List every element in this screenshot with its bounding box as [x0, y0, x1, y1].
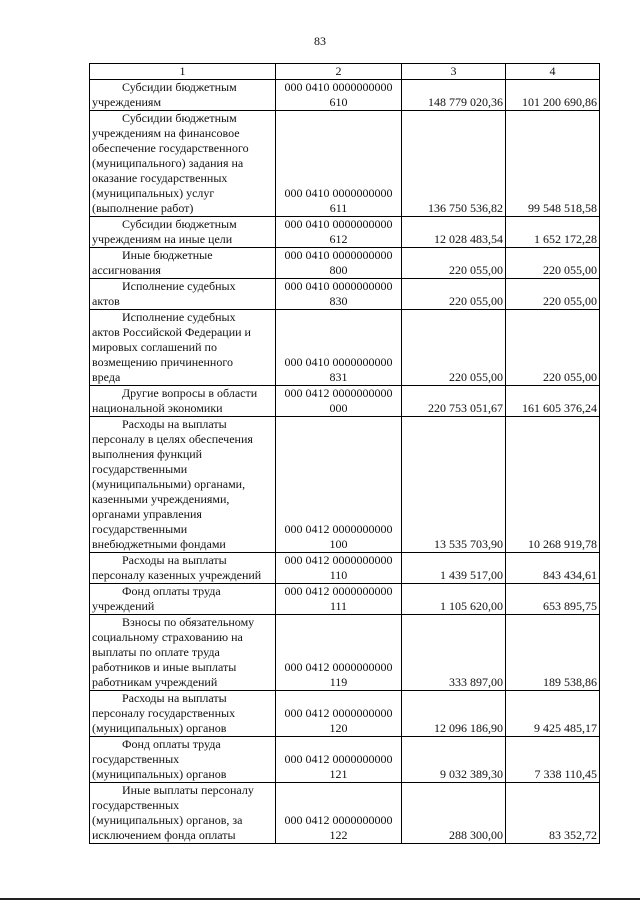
budget-code-cell: 000 0410 0000000000 831: [276, 310, 402, 386]
page-number: 83: [314, 34, 326, 48]
expense-name-cell: Исполнение судебных актов: [90, 279, 276, 310]
budget-code-cell: 000 0412 0000000000 100: [276, 417, 402, 553]
budget-code-cell: 000 0412 0000000000 121: [276, 737, 402, 783]
table-row: [90, 386, 600, 417]
budget-table: [89, 63, 600, 844]
column-header-2: 2: [276, 64, 402, 80]
column-header-4: 4: [506, 64, 600, 80]
amount-planned-cell: 13 535 703,90: [402, 417, 506, 553]
budget-code-cell: 000 0412 0000000000 122: [276, 783, 402, 844]
table-row: [90, 584, 600, 615]
table-row: [90, 248, 600, 279]
amount-planned-cell: 148 779 020,36: [402, 80, 506, 111]
amount-planned-cell: 9 032 389,30: [402, 737, 506, 783]
amount-planned-cell: 12 096 186,90: [402, 691, 506, 737]
expense-name-cell: Взносы по обязательному социальному страхованию на выплаты по оплате труда работников и иные выплаты работникам учреждений: [90, 615, 276, 691]
table-row: [90, 615, 600, 691]
table-row: [90, 80, 600, 111]
column-header-1: 1: [90, 64, 276, 80]
expense-name-cell: Субсидии бюджетным учреждениям на иные цели: [90, 217, 276, 248]
amount-planned-cell: 1 439 517,00: [402, 553, 506, 584]
amount-executed-cell: 10 268 919,78: [506, 417, 600, 553]
header-row: [90, 64, 600, 80]
expense-name-cell: Иные выплаты персоналу государственных (муниципальных) органов, за исключением фонда оплаты: [90, 783, 276, 844]
table-row: [90, 417, 600, 553]
amount-executed-cell: 83 352,72: [506, 783, 600, 844]
amount-executed-cell: 9 425 485,17: [506, 691, 600, 737]
amount-executed-cell: 220 055,00: [506, 248, 600, 279]
amount-planned-cell: 220 055,00: [402, 248, 506, 279]
table-row: [90, 217, 600, 248]
amount-executed-cell: 843 434,61: [506, 553, 600, 584]
scan-edge-line: [0, 898, 640, 900]
expense-name-cell: Субсидии бюджетным учреждениям: [90, 80, 276, 111]
budget-code-cell: 000 0410 0000000000 612: [276, 217, 402, 248]
expense-name-cell: Расходы на выплаты персоналу в целях обеспечения выполнения функций государственными (муниципальными) органами, казенными учреждениями, органами управления государственными внебюджетными фондами: [90, 417, 276, 553]
table-row: [90, 737, 600, 783]
table-row: [90, 691, 600, 737]
amount-executed-cell: 653 895,75: [506, 584, 600, 615]
column-header-3: 3: [402, 64, 506, 80]
budget-code-cell: 000 0412 0000000000 110: [276, 553, 402, 584]
table-row: [90, 310, 600, 386]
expense-name-cell: Другие вопросы в области национальной экономики: [90, 386, 276, 417]
amount-planned-cell: 220 753 051,67: [402, 386, 506, 417]
expense-name-cell: Иные бюджетные ассигнования: [90, 248, 276, 279]
budget-code-cell: 000 0412 0000000000 111: [276, 584, 402, 615]
amount-executed-cell: 161 605 376,24: [506, 386, 600, 417]
amount-planned-cell: 220 055,00: [402, 310, 506, 386]
amount-executed-cell: 220 055,00: [506, 310, 600, 386]
amount-planned-cell: 136 750 536,82: [402, 111, 506, 217]
table-row: [90, 783, 600, 844]
amount-planned-cell: 288 300,00: [402, 783, 506, 844]
budget-code-cell: 000 0410 0000000000 611: [276, 111, 402, 217]
amount-executed-cell: 1 652 172,28: [506, 217, 600, 248]
table-row: [90, 279, 600, 310]
expense-name-cell: Субсидии бюджетным учреждениям на финансовое обеспечение государственного (муниципального) задания на оказание государственных (муниципальных) услуг (выполнение работ): [90, 111, 276, 217]
amount-executed-cell: 7 338 110,45: [506, 737, 600, 783]
budget-code-cell: 000 0410 0000000000 830: [276, 279, 402, 310]
amount-planned-cell: 220 055,00: [402, 279, 506, 310]
expense-name-cell: Фонд оплаты труда государственных (муниципальных) органов: [90, 737, 276, 783]
budget-code-cell: 000 0412 0000000000 000: [276, 386, 402, 417]
expense-name-cell: Расходы на выплаты персоналу казенных учреждений: [90, 553, 276, 584]
amount-executed-cell: 101 200 690,86: [506, 80, 600, 111]
amount-executed-cell: 99 548 518,58: [506, 111, 600, 217]
expense-name-cell: Фонд оплаты труда учреждений: [90, 584, 276, 615]
amount-planned-cell: 1 105 620,00: [402, 584, 506, 615]
table-row: [90, 553, 600, 584]
budget-code-cell: 000 0412 0000000000 119: [276, 615, 402, 691]
table-row: [90, 111, 600, 217]
budget-code-cell: 000 0412 0000000000 120: [276, 691, 402, 737]
amount-planned-cell: 12 028 483,54: [402, 217, 506, 248]
amount-planned-cell: 333 897,00: [402, 615, 506, 691]
expense-name-cell: Исполнение судебных актов Российской Федерации и мировых соглашений по возмещению причиненного вреда: [90, 310, 276, 386]
amount-executed-cell: 189 538,86: [506, 615, 600, 691]
amount-executed-cell: 220 055,00: [506, 279, 600, 310]
expense-name-cell: Расходы на выплаты персоналу государственных (муниципальных) органов: [90, 691, 276, 737]
budget-code-cell: 000 0410 0000000000 610: [276, 80, 402, 111]
budget-code-cell: 000 0410 0000000000 800: [276, 248, 402, 279]
